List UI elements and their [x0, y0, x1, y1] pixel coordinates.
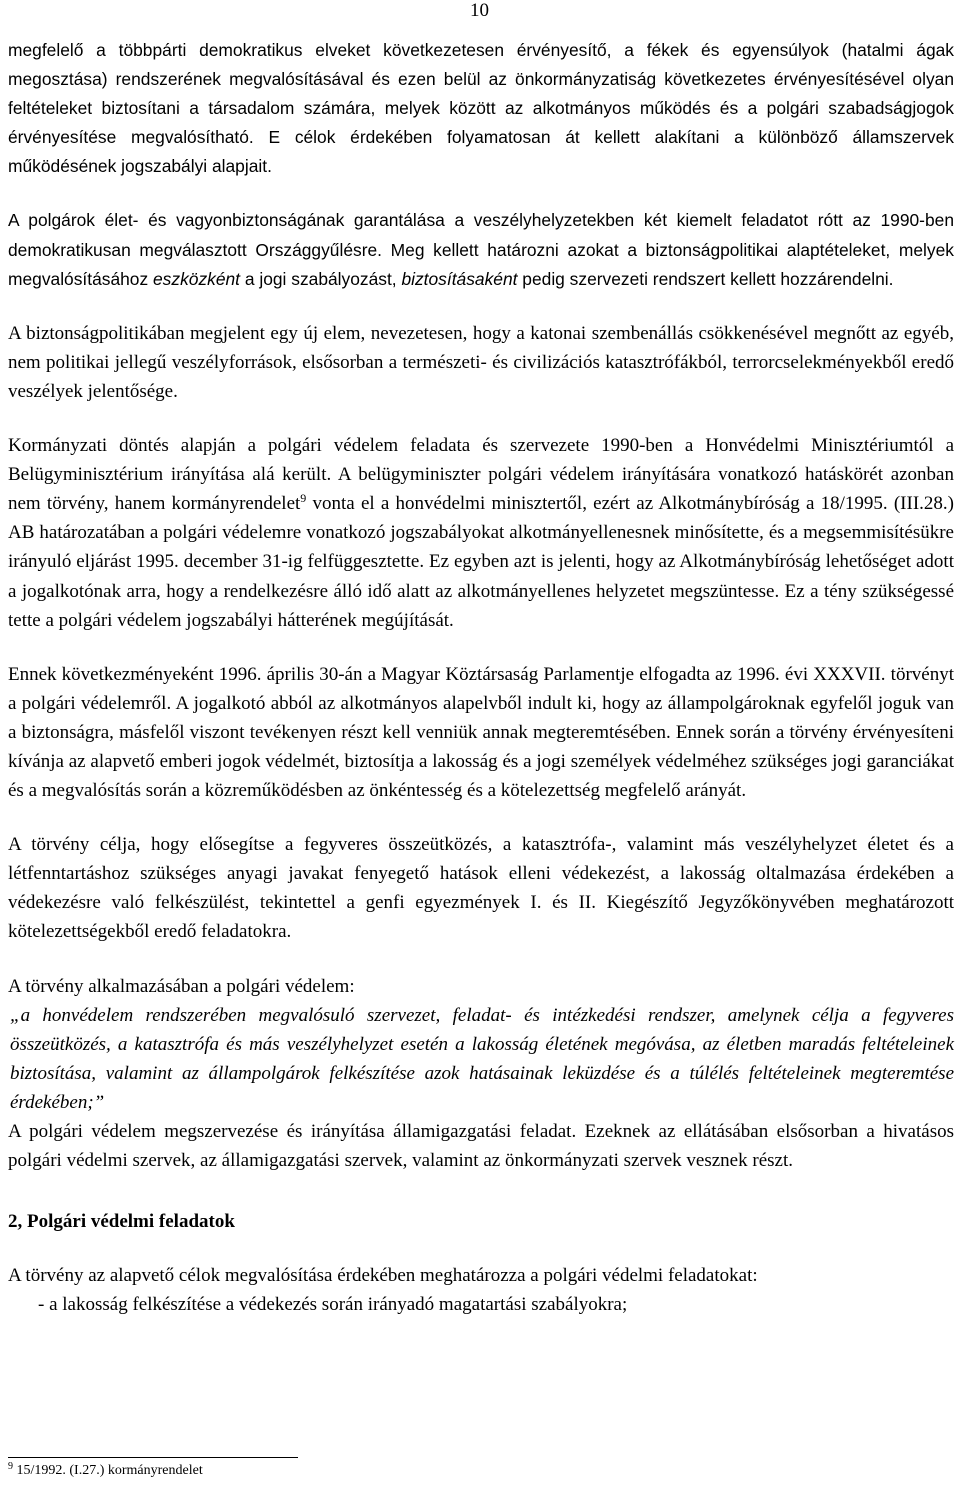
paragraph-4: [8, 431, 954, 635]
footnote-divider: [8, 1457, 298, 1458]
paragraph-2-text-a: A polgárok élet- és vagyonbiztonságának garantálása a veszélyhelyzetekben két kiemelt feladatot rótt az 1990-ben demokratikusan megválasztott Országgyűlésre. Meg kellett határozni azokat a biztonságpolitikai alaptételeket, melyek megvalósításához: [8, 210, 954, 289]
paragraph-1: megfelelő a többpárti demokratikus elveket következetesen érvényesítő, a fékek és egyensúlyok (hatalmi ágak megosztása) rendszerének megvalósításával és ezen belül az önkormányzatiság következetes érvényesítésével olyan feltételeket biztosítani a társadalom számára, melyek között az alkotmányos működés és a polgári szabadságjogok érvényesítése megvalósítható. E célok érdekében folyamatosan át kellett alakítani a különböző államszervek működésének jogszabályi alapjait.: [8, 40, 954, 177]
footnote-reference[interactable]: 9: [300, 491, 307, 506]
paragraph-4-text-a: Kormányzati döntés alapján a polgári védelem feladata és szervezete 1990-ben a Honvédelmi Minisztériumtól a Belügyminisztérium irányítása alá került. A belügyminiszter polgári védelem irányítására vonatkozó hatáskörét azonban nem törvény, hanem kormányrendelet: [8, 435, 954, 515]
footnote-text: 15/1992. (I.27.) kormányrendelet: [13, 1463, 203, 1478]
footnote: [8, 1462, 203, 1480]
paragraph-8: A polgári védelem megszervezése és irányítása államigazgatási feladat. Ezeknek az ellátásában elsősorban a hivatásos polgári védelmi szervek, az államigazgatási szervek, valamint az önkormányzati szervek vesznek részt.: [8, 1121, 954, 1172]
page-number: 10: [470, 0, 489, 21]
paragraph-2-italic-1: eszközként: [153, 268, 241, 289]
section-heading: 2, Polgári védelmi feladatok: [8, 1211, 235, 1233]
paragraph-4-text-b: vonta el a honvédelmi minisztertől, ezért az Alkotmánybíróság a 18/1995. (III.28.) AB határozatában a polgári védelemre vonatkozó jogszabályokat alkotmányellenesnek minősítette, és a megsemmisítésükre irányuló eljárást 1995. december 31-ig felfüggesztette. Ez egyben azt is jelenti, hogy az Alkotmánybíróság lehetőséget adott a jogalkotónak arra, hogy a rendelkezésre álló idő alatt az alkotmányellenes helyzetet megszüntesse. Ez a tény szükségessé tette a polgári védelem jogszabályi hátterének megújítását.: [8, 493, 954, 631]
paragraph-2-text-b: a jogi szabályozást,: [240, 268, 402, 289]
definition-quote: „a honvédelem rendszerében megvalósuló szervezet, feladat- és intézkedési rendszer, amelynek célja a fegyveres összeütközés, a katasztrófa és más veszélyhelyzet esetén a lakosság életének megóvása, az életben maradás feltételeinek biztosítása, valamint az állampolgárok felkészítése azok hatásainak leküzdése és a túlélés feltételeinek megteremtése érdekében;”: [10, 1004, 954, 1113]
list-item: - a lakosság felkészítése a védekezés során irányadó magatartási szabályokra;: [38, 1294, 628, 1316]
paragraph-5: Ennek következményeként 1996. április 30-án a Magyar Köztársaság Parlamentje elfogadta az 1996. évi XXXVII. törvényt a polgári védelemről. A jogalkotó abból az alkotmányos alapelvből indult ki, hogy az állampolgároknak egyfelől joguk van a biztonságra, másfelől viszont tevékenyen részt kell venniük annak megteremtésében. Ennek során a törvény érvényesíteni kívánja az alapvető emberi jogok védelmét, biztosítja a lakosság és a jogi személyek védelméhez szükséges jogi garanciákat és a megvalósítás során a közreműködésben az önkéntesség és a kötelezettség megfelelő arányát.: [8, 663, 954, 802]
paragraph-9: A törvény az alapvető célok megvalósítása érdekében meghatározza a polgári védelmi feladatokat:: [8, 1265, 758, 1287]
footnote-mark: 9: [8, 1461, 13, 1472]
definition-intro: A törvény alkalmazásában a polgári védelem:: [8, 975, 355, 997]
paragraph-6: A törvény célja, hogy elősegítse a fegyveres összeütközés, a katasztrófa-, valamint más veszélyhelyzet életet és a létfenntartáshoz szükséges anyagi javakat fenyegető hatások elleni védekezést, a lakosság oltalmazása érdekében a védekezésre való felkészülést, tekintettel a genfi egyezmények I. és II. Kiegészítő Jegyzőkönyvében meghatározott kötelezettségekből eredő feladatokra.: [8, 834, 954, 943]
paragraph-2-text-c: pedig szervezeti rendszert kellett hozzárendelni.: [517, 268, 894, 289]
document-body: [8, 36, 954, 1319]
paragraph-2-italic-2: biztosításaként: [401, 268, 518, 289]
paragraph-3: A biztonságpolitikában megjelent egy új elem, nevezetesen, hogy a katonai szembenállás csökkenésével megnőtt az egyéb, nem politikai jellegű veszélyforrások, elsősorban a természeti- és civilizációs katasztrófákból, terrorcselekményekből eredő veszélyek jelentősége.: [8, 322, 954, 402]
paragraph-2: [8, 206, 954, 293]
